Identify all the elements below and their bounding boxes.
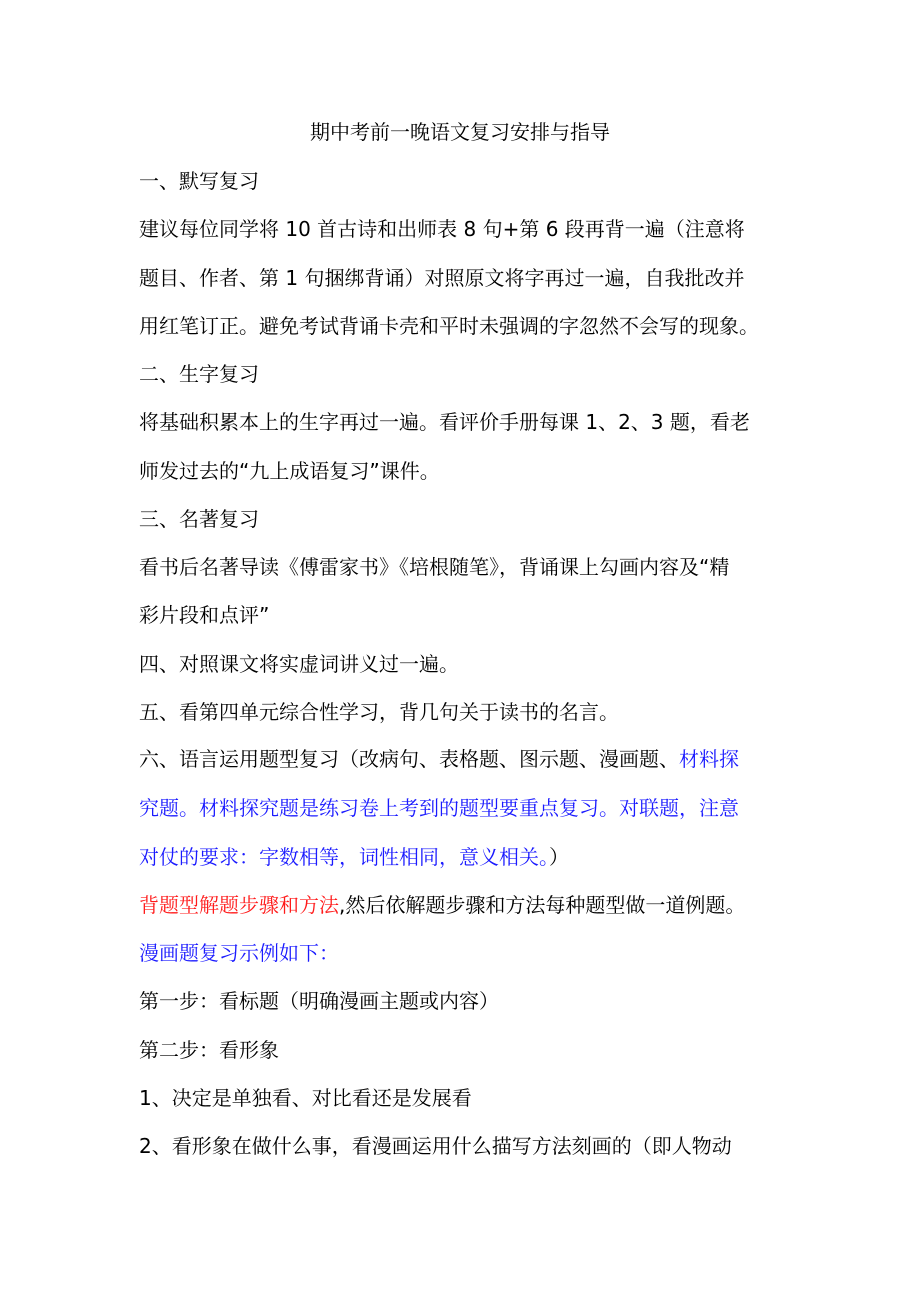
paragraph-line: 题目、作者、第 1 句捆绑背诵）对照原文将字再过一遍，自我批改并	[139, 266, 745, 290]
highlight-paragraph-line: 漫画题复习示例如下：	[139, 941, 339, 965]
step-line: 2、看形象在做什么事，看漫画运用什么描写方法刻画的（即人物动	[139, 1134, 732, 1158]
section-heading-language-use	[139, 745, 799, 773]
text-run: 六、语言运用题型复习（改病句、表格题、图示题、漫画题、	[139, 747, 679, 771]
step-line: 1、决定是单独看、对比看还是发展看	[139, 1086, 472, 1110]
text-run: ）	[549, 845, 569, 869]
paragraph-line: 师发过去的“九上成语复习”课件。	[139, 459, 440, 483]
document-title: 期中考前一晚语文复习安排与指导	[310, 120, 610, 144]
text-run: ,然后依解题步骤和方法每种题型做一道例题。	[339, 893, 746, 917]
paragraph-line: 将基础积累本上的生字再过一遍。看评价手册每课 1、2、3 题，看老	[139, 410, 750, 434]
highlight-paragraph-line: 究题。材料探究题是练习卷上考到的题型要重点复习。对联题，注意	[139, 796, 739, 820]
step-line: 第二步：看形象	[139, 1038, 279, 1062]
section-heading-function-words: 四、对照课文将实虚词讲义过一遍。	[139, 652, 459, 676]
paragraph-line: 建议每位同学将 10 首古诗和出师表 8 句+第 6 段再背一遍（注意将	[139, 217, 745, 241]
highlight-text-run: 材料探	[679, 747, 739, 771]
paragraph-line: 看书后名著导读《傅雷家书》《培根随笔》，背诵课上勾画内容及“精	[139, 555, 730, 579]
section-heading-classics: 三、名著复习	[139, 507, 259, 531]
section-heading-quotes: 五、看第四单元综合性学习，背几句关于读书的名言。	[139, 700, 619, 724]
section-heading-dictation: 一、默写复习	[139, 169, 259, 193]
section-heading-vocabulary: 二、生字复习	[139, 362, 259, 386]
step-line: 第一步：看标题（明确漫画主题或内容）	[139, 989, 499, 1013]
paragraph-line	[139, 891, 799, 919]
paragraph-line: 用红笔订正。避免考试背诵卡壳和平时未强调的字忽然不会写的现象。	[139, 314, 759, 338]
paragraph-line: 彩片段和点评”	[139, 603, 270, 627]
emphasis-text-run: 背题型解题步骤和方法	[139, 893, 339, 917]
highlight-text-run: 对仗的要求：字数相等，词性相同，意义相关。	[139, 845, 549, 869]
paragraph-line	[139, 843, 799, 871]
